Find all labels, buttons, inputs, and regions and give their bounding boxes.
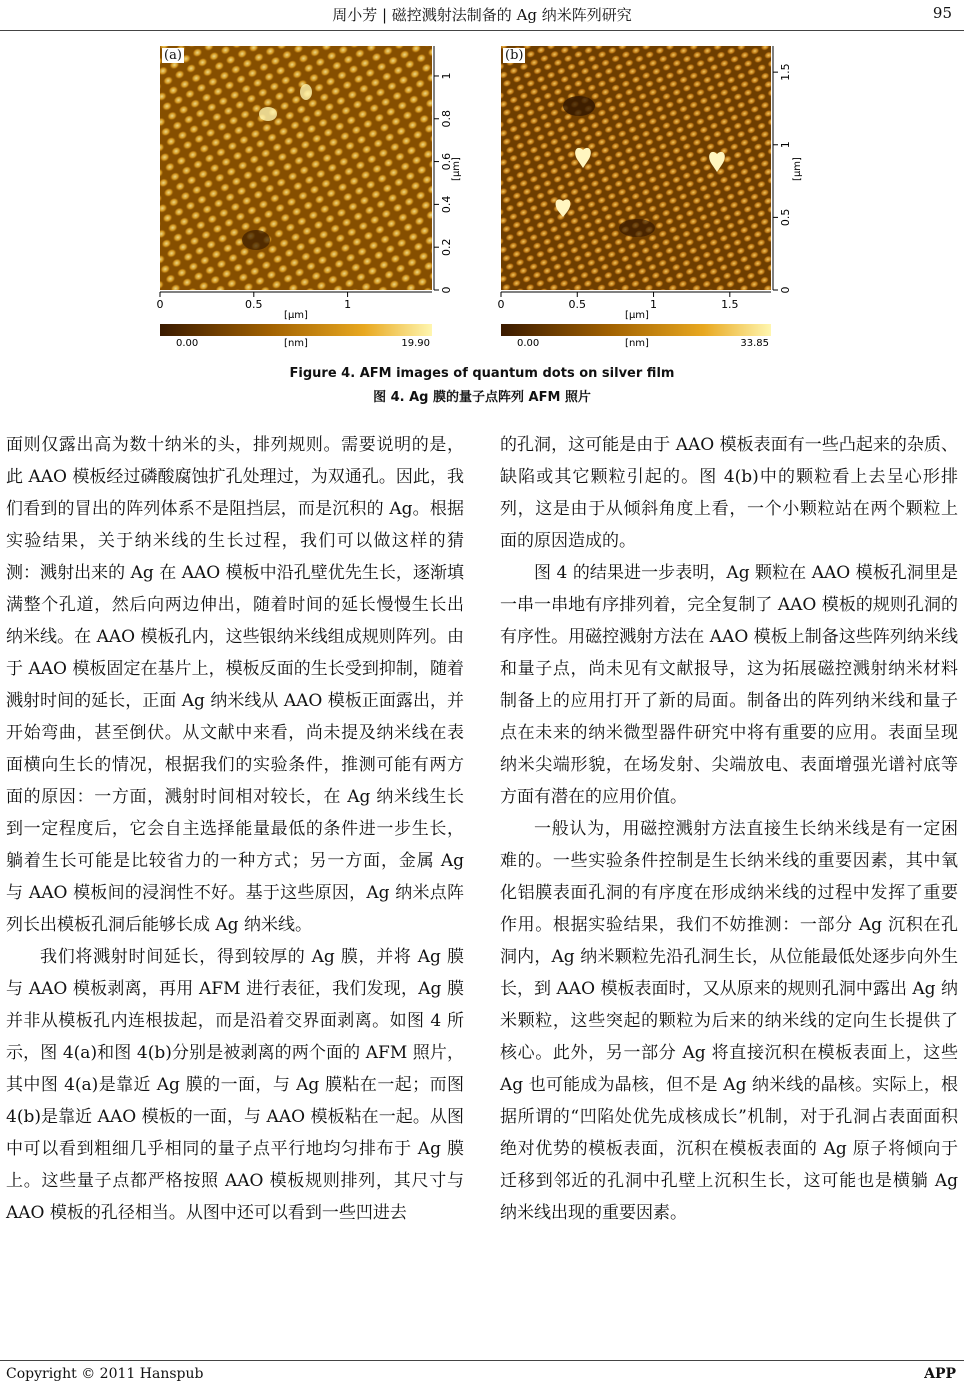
panel-label-a: (a) (164, 48, 182, 63)
y-axis-b (773, 46, 792, 294)
x-tick-label: 1 (650, 298, 658, 311)
y-tick-label: 1.5 (779, 63, 792, 81)
colorbar-max-b: 33.85 (740, 338, 769, 349)
y-tick-label: 0.8 (440, 110, 453, 128)
afm-panel-b (497, 44, 807, 350)
right-paragraph-1: 的孔洞，这可能是由于 AAO 模板表面有一些凸起来的杂质、缺陷或其它颗粒引起的。图 4(b)中的颗粒看上去呈心形排列，这是由于从倾斜角度上看，一个小颗粒站在两个颗粒上面的原因造成的。 (500, 435, 958, 551)
header-rule (0, 30, 964, 31)
y-tick-label: 1 (779, 141, 792, 149)
page-number: 95 (932, 4, 952, 22)
colorbar-min-b: 0.00 (517, 338, 540, 349)
colorbar-a (160, 324, 432, 336)
x-axis-a (157, 292, 433, 311)
left-paragraph-2: 我们将溅射时间延长，得到较厚的 Ag 膜，并将 Ag 膜与 AAO 模板剥离，再用 AFM 进行表征，我们发现，Ag 膜并非从模板孔内连根拔起，而是沿着交界面剥离。如图 4 所示，图 4(a)和图 4(b)分别是被剥离的两个面的 AFM 照片，其中图 4(a)是靠近 Ag 膜的一面，与 Ag 膜粘在一起；而图 4(b)是靠近 AAO 模板的一面，与 AAO 模板粘在一起。从图中可以看到粗细几乎相同的量子点平行地均匀排布于 Ag 膜上。这些量子点都严格按照 AAO 模板规则排列，其尺寸与 AAO 模板的孔径相当。从图中还可以看到一些凹进去 (6, 947, 464, 1223)
left-column (6, 429, 464, 1229)
footer-rule (0, 1360, 964, 1361)
right-paragraph-3: 一般认为，用磁控溅射方法直接生长纳米线是有一定困难的。一些实验条件控制是生长纳米线的重要因素，其中氧化铝膜表面孔洞的有序度在形成纳米线的过程中发挥了重要作用。根据实验结果，我们不妨推测：一部分 Ag 沉积在孔洞内，Ag 纳米颗粒先沿孔洞生长，从位能最低处逐步向外生长，到 AAO 模板表面时，又从原来的规则孔洞中露出 Ag 纳米颗粒，这些突起的颗粒为后来的纳米线的定向生长提供了核心。此外，另一部分 Ag 将直接沉积在模板表面上，这些 Ag 也可能成为晶核，但不是 Ag 纳米线的晶核。实际上，根据所谓的“凹陷处优先成核成长”机制，对于孔洞占表面面积绝对优势的模板表面，沉积在模板表面的 Ag 原子将倾向于迁移到邻近的孔洞中孔壁上沉积生长，这可能也是横躺 Ag 纳米线出现的重要因素。 (500, 819, 958, 1223)
left-paragraph-1: 面则仅露出高为数十纳米的头，排列规则。需要说明的是，此 AAO 模板经过磷酸腐蚀扩孔处理过，为双通孔。因此，我们看到的冒出的阵列体系不是阻挡层，而是沉积的 Ag。根据实验结果，关于纳米线的生长过程，我们可以做这样的猜测：溅射出来的 Ag 在 AAO 模板中沿孔壁优先生长，逐渐填满整个孔道，然后向两边伸出，随着时间的延长慢慢生长出纳米线。在 AAO 模板孔内，这些银纳米线组成规则阵列。由于 AAO 模板固定在基片上，模板反面的生长受到抑制，随着溅射时间的延长，正面 Ag 纳米线从 AAO 模板正面露出，并开始弯曲，甚至倒伏。从文献中来看，尚未提及纳米线在表面横向生长的情况，根据我们的实验条件，推测可能有两方面的原因：一方面，溅射时间相对较长，在 Ag 纳米线生长到一定程度后，它会自主选择能量最低的条件进一步生长，躺着生长可能是比较省力的一种方式；另一方面，金属 Ag 与 AAO 模板间的浸润性不好。基于这些原因，Ag 纳米点阵列长出模板孔洞后能够长成 Ag 纳米线。 (6, 435, 464, 935)
footer-copyright: Copyright © 2011 Hanspub (6, 1366, 204, 1382)
colorbar-b (501, 324, 771, 336)
panel-label-b: (b) (505, 48, 524, 63)
figure-caption-zh: 图 4. Ag 膜的量子点阵列 AFM 照片 (373, 390, 591, 405)
right-paragraph-2: 图 4 的结果进一步表明，Ag 颗粒在 AAO 模板孔洞里是一串一串地有序排列着，完全复制了 AAO 模板的规则孔洞的有序性。用磁控溅射方法在 AAO 模板上制备这些阵列纳米线和量子点，尚未见有文献报导，这为拓展磁控溅射纳米材料制备上的应用打开了新的局面。制备出的阵列纳米线和量子点在未来的纳米微型器件研究中将有重要的应用。表面呈现纳米尖端形貌，在场发射、尖端放电、表面增强光谱衬底等方面有潜在的应用价值。 (500, 563, 958, 807)
x-unit-a: [μm] (284, 310, 308, 321)
colorbar-unit-b: [nm] (625, 338, 649, 349)
x-axis-b (498, 292, 772, 311)
y-tick-label: 0.5 (779, 208, 792, 227)
y-tick-label: 1 (440, 72, 453, 80)
x-tick-label: 0 (497, 298, 505, 311)
page-footer (0, 1360, 964, 1384)
footer-journal: APP (924, 1366, 956, 1382)
colorbar-min-a: 0.00 (176, 338, 199, 349)
right-column (500, 429, 958, 1229)
y-tick-label: 0.2 (440, 238, 453, 256)
x-tick-label: 1 (344, 298, 352, 311)
y-tick-label: 0.6 (440, 152, 453, 171)
afm-panel-a (156, 44, 466, 350)
afm-figure-b (497, 44, 807, 350)
x-tick-label: 0 (156, 298, 164, 311)
colorbar-unit-a: [nm] (284, 338, 308, 349)
x-tick-label: 0.5 (568, 298, 587, 311)
y-tick-label: 0.4 (440, 195, 453, 214)
x-tick-label: 0.5 (245, 298, 263, 311)
y-unit-a: [μm] (451, 157, 462, 181)
colorbar-max-a: 19.90 (401, 338, 430, 349)
x-unit-b: [μm] (625, 310, 649, 321)
page-header (0, 4, 964, 26)
afm-image-b (501, 46, 771, 290)
afm-figure-a (156, 44, 466, 350)
y-unit-b: [μm] (792, 157, 803, 181)
x-tick-label: 1.5 (721, 298, 739, 311)
figure-caption-en: Figure 4. AFM images of quantum dots on silver film (289, 366, 675, 381)
y-tick-label: 0 (440, 286, 453, 294)
running-title: 周小芳 | 磁控溅射法制备的 Ag 纳米阵列研究 (332, 6, 632, 24)
y-tick-label: 0 (779, 286, 792, 294)
